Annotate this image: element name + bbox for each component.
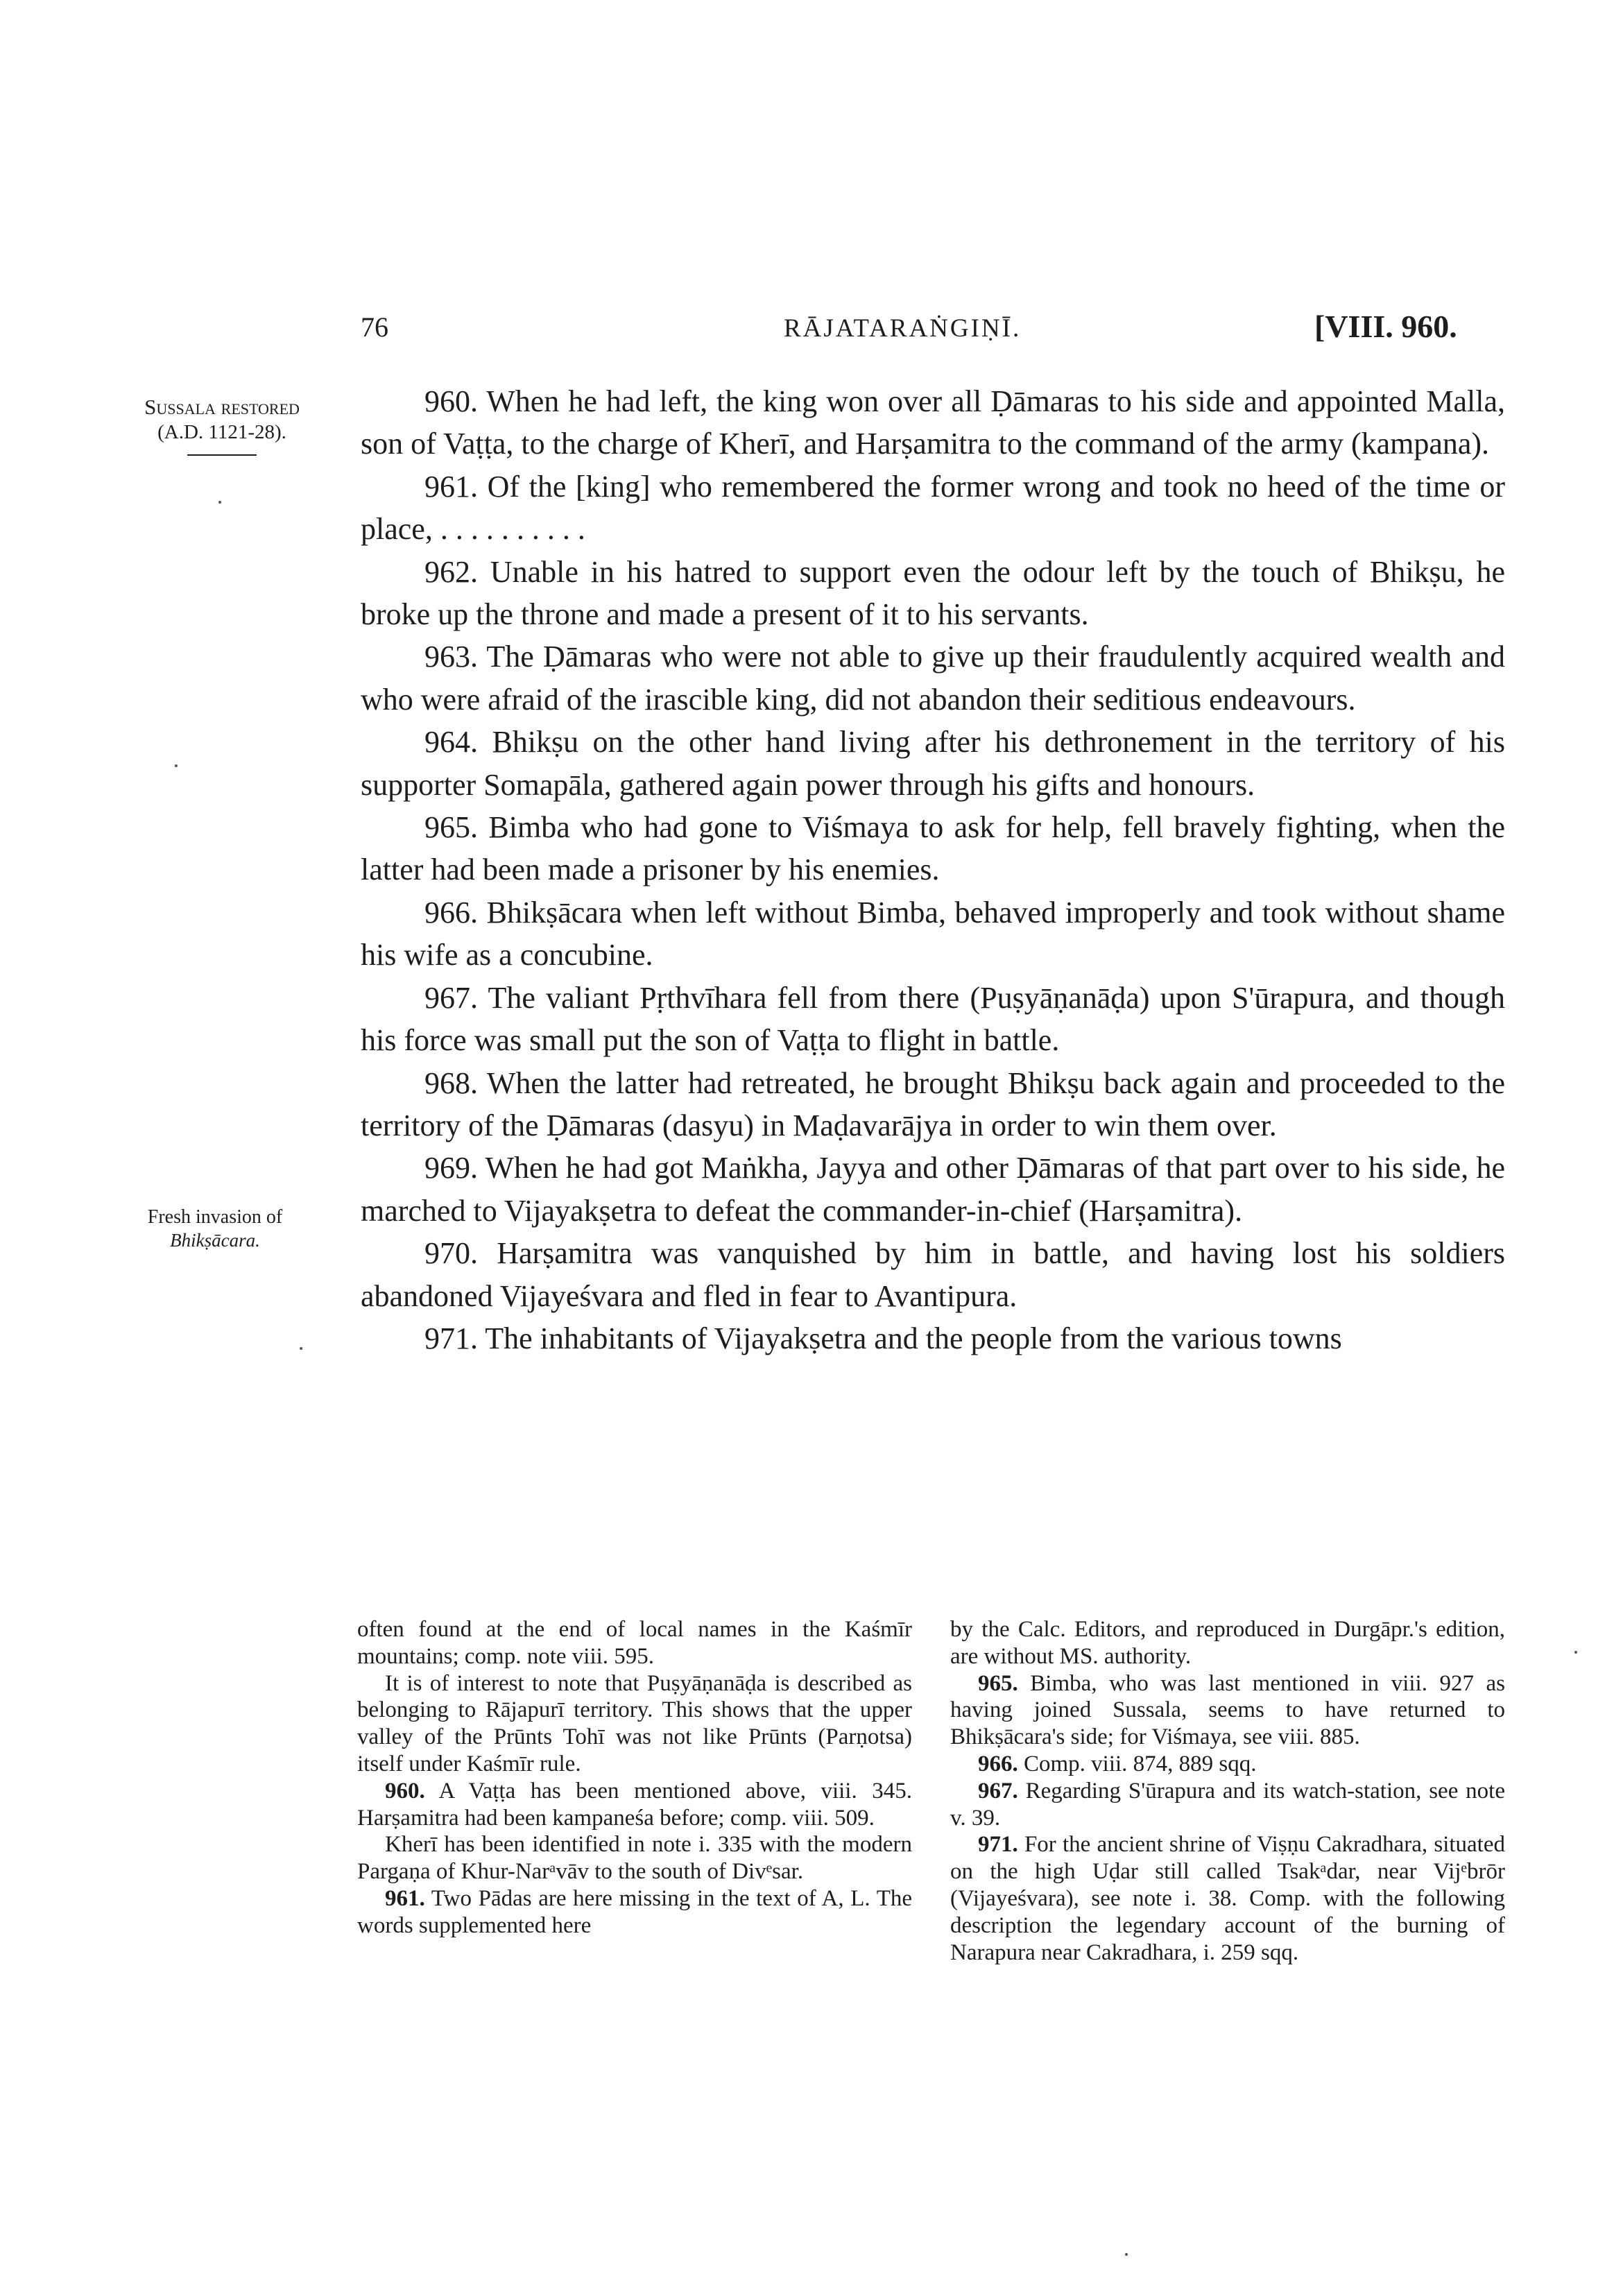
margin-note-title: Fresh invasion of <box>147 1206 283 1228</box>
footnote-text: Regarding S'ūrapura and its watch-station, see note v. 39. <box>950 1778 1505 1831</box>
verse-text: When the latter had retreated, he brought Bhikṣu back again and proceeded to the territory of the Ḍāmaras (dasyu) in Maḍavarājya in order to win them over. <box>361 1065 1505 1142</box>
footnote <box>950 1751 1505 1778</box>
verse-number: 966. <box>424 895 478 929</box>
verse-text: When he had left, the king won over all Ḍāmaras to his side and appointed Malla, son of Vaṭṭa, to the charge of Kherī, and Harṣamitra to the command of the army (kampana). <box>361 384 1505 461</box>
footnote <box>950 1831 1505 1966</box>
verse-paragraph <box>361 1232 1505 1317</box>
footnote-text: A Vaṭṭa has been mentioned above, viii. 345. Harṣamitra had been kampaneśa before; comp. viii. 509. <box>357 1778 912 1831</box>
verse-number: 962. <box>424 554 478 589</box>
margin-note-subject: Bhikṣācara. <box>170 1230 260 1251</box>
footnotes-left-column <box>357 1616 912 1939</box>
margin-note-date: (A.D. 1121-28). <box>157 420 286 443</box>
verse-paragraph <box>361 465 1505 551</box>
footnote-ref: 965. <box>978 1670 1018 1696</box>
footnote <box>950 1778 1505 1832</box>
verse-text: Bhikṣu on the other hand living after his dethronement in the territory of his supporter Somapāla, gathered again power through his gifts and honours. <box>361 725 1506 802</box>
scan-speck <box>1574 1651 1577 1654</box>
scan-speck <box>175 764 178 767</box>
verse-text: When he had got Maṅkha, Jayya and other Ḍāmaras of that part over to his side, he marched to Vijayakṣetra to defeat the commander-in-chief (Harṣamitra). <box>361 1151 1505 1228</box>
verse-number: 965. <box>424 810 478 845</box>
verse-paragraph <box>361 1062 1505 1147</box>
footnote <box>357 1831 912 1885</box>
footnote <box>357 1885 912 1939</box>
scan-speck <box>1125 2253 1128 2256</box>
verse-number: 969. <box>424 1151 478 1185</box>
verse-text: The Ḍāmaras who were not able to give up their fraudulently acquired wealth and who were afraid of the irascible king, did not abandon their seditious endeavours. <box>361 640 1505 717</box>
verse-paragraph <box>361 551 1505 636</box>
verse-text: Of the [king] who remembered the former wrong and took no heed of the time or place, . . . . . . . . . . <box>361 469 1506 547</box>
verse-paragraph <box>361 1317 1505 1360</box>
verse-paragraph <box>361 635 1505 721</box>
footnote <box>950 1616 1505 1670</box>
margin-note-fresh-invasion <box>111 1206 319 1252</box>
margin-note-sussala-restored <box>118 394 326 456</box>
verse-number: 967. <box>424 980 478 1015</box>
footnote <box>357 1616 912 1670</box>
footnote-text: by the Calc. Editors, and reproduced in Durgāpr.'s edition, are without MS. authority. <box>950 1617 1505 1669</box>
verse-paragraph <box>361 721 1505 806</box>
verse-text: The inhabitants of Vijayakṣetra and the people from the various towns <box>485 1321 1342 1355</box>
verse-number: 964. <box>424 725 478 760</box>
verse-paragraph <box>361 891 1505 977</box>
footnote-text: Bimba, who was last mentioned in viii. 927 as having joined Sussala, seems to have returned to Bhikṣācara's side; for Viśmaya, see viii. 885. <box>950 1670 1506 1750</box>
verse-number: 968. <box>424 1065 478 1100</box>
margin-note-rule <box>187 454 257 456</box>
verse-paragraph <box>361 977 1505 1062</box>
footnote-ref: 966. <box>978 1751 1018 1776</box>
footnote-ref: 960. <box>385 1778 425 1804</box>
scan-speck <box>218 501 221 504</box>
footnote <box>357 1778 912 1832</box>
footnote-text: Two Pādas are here missing in the text of A, L. The words supplemented here <box>357 1885 913 1938</box>
verse-paragraph <box>361 806 1505 891</box>
footnote <box>950 1670 1505 1751</box>
footnote-text: It is of interest to note that Puṣyāṇanāḍa is described as belonging to Rājapurī territory. This shows that the upper valley of the Prūnts Tohī was not like Prūnts (Parṇotsa) itself under Kaśmīr rule. <box>357 1670 912 1776</box>
main-text <box>361 380 1505 1360</box>
verse-number: 963. <box>424 640 478 674</box>
footnote-text: For the ancient shrine of Viṣṇu Cakradhara, situated on the high Uḍar still called Tsakᵃdar, near Vijᵉbrōr (Vijayeśvara), see note i. 38. Comp. with the following description the legendary account of the burning of Narapura near Cakradhara, i. 259 sqq. <box>950 1832 1505 1965</box>
verse-text: Bhikṣācara when left without Bimba, behaved improperly and took without shame his wife as a concubine. <box>361 895 1505 973</box>
footnotes-right-column <box>950 1616 1505 1966</box>
section-reference: [VIII. 960. <box>1314 309 1457 344</box>
footnote-text: Kherī has been identified in note i. 335 with the modern Pargaṇa of Khur-Narᵃvāv to the south of Divᵉsar. <box>357 1832 912 1885</box>
verse-paragraph <box>361 380 1505 465</box>
footnote <box>357 1670 912 1778</box>
verse-paragraph <box>361 1147 1505 1232</box>
footnote-text: often found at the end of local names in the Kaśmīr mountains; comp. note viii. 595. <box>357 1617 912 1669</box>
verse-number: 960. <box>424 384 478 418</box>
margin-note-title: Sussala restored <box>144 395 300 419</box>
verse-number: 971. <box>424 1321 478 1355</box>
footnote-text: Comp. viii. 874, 889 sqq. <box>1024 1751 1257 1776</box>
page-number: 76 <box>361 311 388 343</box>
footnote-ref: 967. <box>978 1778 1018 1804</box>
verse-number: 970. <box>424 1236 478 1271</box>
running-title: RĀJATARAṄGIṆĪ. <box>784 314 1022 343</box>
scan-speck <box>300 1347 302 1350</box>
footnote-ref: 971. <box>978 1832 1018 1858</box>
footnote-ref: 961. <box>385 1885 425 1911</box>
verse-text: Bimba who had gone to Viśmaya to ask for help, fell bravely fighting, when the latter had been made a prisoner by his enemies. <box>361 810 1505 887</box>
verse-text: Harṣamitra was vanquished by him in battle, and having lost his soldiers abandoned Vijayeśvara and fled in fear to Avantipura. <box>361 1236 1505 1313</box>
verse-text: Unable in his hatred to support even the odour left by the touch of Bhikṣu, he broke up the throne and made a present of it to his servants. <box>361 554 1505 632</box>
verse-text: The valiant Pṛthvīhara fell from there (Puṣyāṇanāḍa) upon S'ūrapura, and though his force was small put the son of Vaṭṭa to flight in battle. <box>361 980 1505 1058</box>
verse-number: 961. <box>424 469 478 504</box>
